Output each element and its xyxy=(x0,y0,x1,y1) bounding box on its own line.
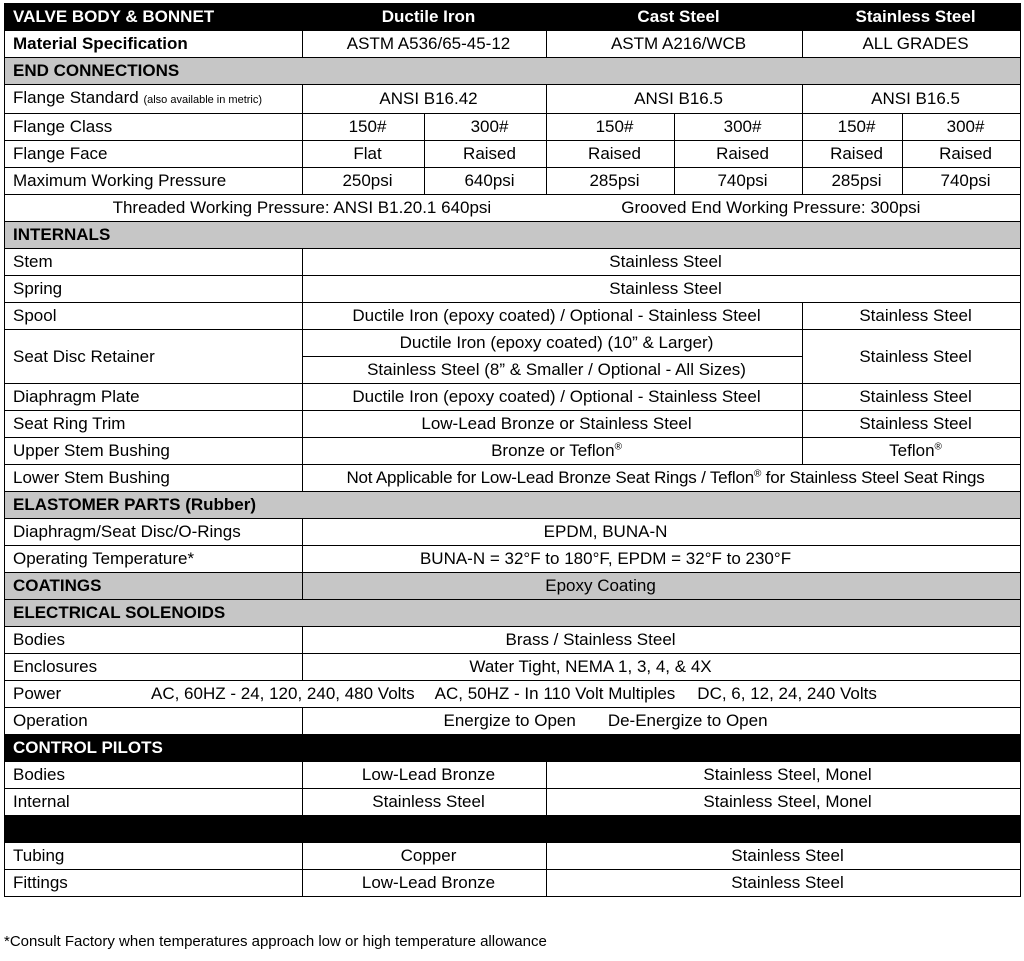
max-pressure-row xyxy=(5,168,1021,195)
seat-disc-retainer-value-2: Stainless Steel (8” & Smaller / Optional - All Sizes) xyxy=(303,357,803,384)
power-dc: DC, 6, 12, 24, 240 Volts xyxy=(697,684,877,703)
diaphragm-row xyxy=(5,519,1021,546)
seat-ring-trim-value: Low-Lead Bronze or Stainless Steel xyxy=(303,411,803,438)
pilot-bodies-value-2: Stainless Steel, Monel xyxy=(547,762,1021,789)
spool-row xyxy=(5,303,1021,330)
diaphragm-plate-value: Ductile Iron (epoxy coated) / Optional - Stainless Steel xyxy=(303,384,803,411)
section-end-connections xyxy=(5,58,1021,85)
lower-stem-bushing-label: Lower Stem Bushing xyxy=(5,465,303,492)
tubing-row xyxy=(5,843,1021,870)
seat-ring-trim-stainless: Stainless Steel xyxy=(803,411,1021,438)
metric-note: (also available in metric) xyxy=(143,94,263,106)
upper-stem-bushing-value xyxy=(303,438,803,465)
flange-face-value: Raised xyxy=(425,141,547,168)
header-stainless-steel: Stainless Steel xyxy=(803,4,1021,31)
section-elastomer xyxy=(5,492,1021,519)
fittings-row xyxy=(5,870,1021,897)
section-unlabeled-dark xyxy=(5,816,1021,843)
fittings-value-1: Low-Lead Bronze xyxy=(303,870,547,897)
solenoid-power-cell xyxy=(5,681,1021,708)
flange-class-value: 150# xyxy=(303,114,425,141)
section-control-pilots xyxy=(5,735,1021,762)
max-pressure-value: 285psi xyxy=(547,168,675,195)
diaphragm-plate-label: Diaphragm Plate xyxy=(5,384,303,411)
lower-stem-bushing-text-b: for Stainless Steel Seat Rings xyxy=(761,468,985,487)
flange-class-row xyxy=(5,114,1021,141)
flange-class-value: 300# xyxy=(675,114,803,141)
solenoid-operation-label: Operation xyxy=(5,708,303,735)
max-pressure-value: 640psi xyxy=(425,168,547,195)
operating-temperature-row xyxy=(5,546,1021,573)
diaphragm-label: Diaphragm/Seat Disc/O-Rings xyxy=(5,519,303,546)
section-coatings xyxy=(5,573,1021,600)
solenoid-power-label: Power xyxy=(13,684,62,703)
pilot-bodies-value-1: Low-Lead Bronze xyxy=(303,762,547,789)
flange-face-value: Raised xyxy=(675,141,803,168)
max-pressure-value: 285psi xyxy=(803,168,903,195)
section-title: ELECTRICAL SOLENOIDS xyxy=(5,600,1021,627)
flange-class-value: 150# xyxy=(547,114,675,141)
material-spec-ductile: ASTM A536/65-45-12 xyxy=(303,31,547,58)
header-cast-steel: Cast Steel xyxy=(547,4,803,31)
diaphragm-value: EPDM, BUNA-N xyxy=(303,519,1021,546)
upper-stem-bushing-label: Upper Stem Bushing xyxy=(5,438,303,465)
material-spec-cast: ASTM A216/WCB xyxy=(547,31,803,58)
max-pressure-value: 740psi xyxy=(675,168,803,195)
registered-mark: ® xyxy=(614,441,622,453)
header-ductile-iron: Ductile Iron xyxy=(303,4,547,31)
solenoid-bodies-label: Bodies xyxy=(5,627,303,654)
max-pressure-value: 250psi xyxy=(303,168,425,195)
upper-stem-bushing-row xyxy=(5,438,1021,465)
material-spec-label: Material Specification xyxy=(5,31,303,58)
footnote: *Consult Factory when temperatures approach low or high temperature allowance xyxy=(4,933,547,950)
registered-mark: ® xyxy=(934,441,942,453)
section-title: ELASTOMER PARTS (Rubber) xyxy=(5,492,1021,519)
spring-value: Stainless Steel xyxy=(303,276,1021,303)
material-spec-row xyxy=(5,31,1021,58)
flange-class-value: 150# xyxy=(803,114,903,141)
max-pressure-value: 740psi xyxy=(903,168,1021,195)
section-title: COATINGS xyxy=(5,573,303,600)
pilot-bodies-row xyxy=(5,762,1021,789)
table-header-row xyxy=(5,4,1021,31)
spring-row xyxy=(5,276,1021,303)
diaphragm-plate-stainless: Stainless Steel xyxy=(803,384,1021,411)
flange-face-value: Flat xyxy=(303,141,425,168)
tubing-value-2: Stainless Steel xyxy=(547,843,1021,870)
section-internals xyxy=(5,222,1021,249)
lower-stem-bushing-value xyxy=(303,465,1021,492)
flange-standard-stainless: ANSI B16.5 xyxy=(803,85,1021,114)
lower-stem-bushing-row xyxy=(5,465,1021,492)
material-spec-stainless: ALL GRADES xyxy=(803,31,1021,58)
solenoid-enclosures-value: Water Tight, NEMA 1, 3, 4, & 4X xyxy=(303,654,1021,681)
grooved-pressure-text: Grooved End Working Pressure: 300psi xyxy=(621,198,921,217)
header-valve-body: VALVE BODY & BONNET xyxy=(5,4,303,31)
solenoid-operation-row xyxy=(5,708,1021,735)
operating-temperature-label: Operating Temperature* xyxy=(5,546,303,573)
section-title: CONTROL PILOTS xyxy=(5,735,1021,762)
tubing-label: Tubing xyxy=(5,843,303,870)
flange-standard-cast: ANSI B16.5 xyxy=(547,85,803,114)
stem-row xyxy=(5,249,1021,276)
pilot-bodies-label: Bodies xyxy=(5,762,303,789)
flange-class-value: 300# xyxy=(425,114,547,141)
flange-face-row xyxy=(5,141,1021,168)
upper-stem-bushing-stainless-text: Teflon xyxy=(889,441,935,460)
flange-class-label: Flange Class xyxy=(5,114,303,141)
seat-ring-trim-label: Seat Ring Trim xyxy=(5,411,303,438)
coatings-value: Epoxy Coating xyxy=(303,573,1021,600)
flange-standard-ductile: ANSI B16.42 xyxy=(303,85,547,114)
flange-face-value: Raised xyxy=(547,141,675,168)
max-pressure-label: Maximum Working Pressure xyxy=(5,168,303,195)
solenoid-enclosures-label: Enclosures xyxy=(5,654,303,681)
solenoid-bodies-value: Brass / Stainless Steel xyxy=(303,627,1021,654)
upper-stem-bushing-stainless xyxy=(803,438,1021,465)
power-ac60: AC, 60HZ - 24, 120, 240, 480 Volts xyxy=(151,684,415,703)
operating-temperature-value: BUNA-N = 32°F to 180°F, EPDM = 32°F to 230°F xyxy=(303,546,1021,573)
flange-face-label: Flange Face xyxy=(5,141,303,168)
seat-ring-trim-row xyxy=(5,411,1021,438)
section-title: END CONNECTIONS xyxy=(5,58,1021,85)
seat-disc-retainer-stainless: Stainless Steel xyxy=(803,330,1021,384)
spool-value: Ductile Iron (epoxy coated) / Optional - Stainless Steel xyxy=(303,303,803,330)
flange-standard-label-text: Flange Standard xyxy=(13,88,139,107)
spool-label: Spool xyxy=(5,303,303,330)
pilot-internal-label: Internal xyxy=(5,789,303,816)
section-divider xyxy=(5,816,1021,843)
power-ac50: AC, 50HZ - In 110 Volt Multiples xyxy=(434,684,676,703)
de-energize-to-open: De-Energize to Open xyxy=(607,711,768,730)
solenoid-enclosures-row xyxy=(5,654,1021,681)
section-solenoids xyxy=(5,600,1021,627)
seat-disc-retainer-label: Seat Disc Retainer xyxy=(5,330,303,384)
working-pressure-row xyxy=(5,195,1021,222)
flange-standard-row xyxy=(5,85,1021,114)
flange-class-value: 300# xyxy=(903,114,1021,141)
fittings-label: Fittings xyxy=(5,870,303,897)
working-pressure-cell xyxy=(5,195,1021,222)
spec-table xyxy=(4,3,1021,897)
pilot-internal-value-2: Stainless Steel, Monel xyxy=(547,789,1021,816)
seat-disc-retainer-row xyxy=(5,330,1021,357)
stem-value: Stainless Steel xyxy=(303,249,1021,276)
solenoid-bodies-row xyxy=(5,627,1021,654)
seat-disc-retainer-value-1: Ductile Iron (epoxy coated) (10” & Larger) xyxy=(303,330,803,357)
diaphragm-plate-row xyxy=(5,384,1021,411)
spring-label: Spring xyxy=(5,276,303,303)
tubing-value-1: Copper xyxy=(303,843,547,870)
solenoid-power-row xyxy=(5,681,1021,708)
solenoid-operation-value xyxy=(303,708,1021,735)
registered-mark: ® xyxy=(753,468,762,480)
pilot-internal-value-1: Stainless Steel xyxy=(303,789,547,816)
threaded-pressure-text: Threaded Working Pressure: ANSI B1.20.1 640psi xyxy=(112,198,492,217)
section-title: INTERNALS xyxy=(5,222,1021,249)
flange-standard-label xyxy=(5,85,303,114)
stem-label: Stem xyxy=(5,249,303,276)
flange-face-value: Raised xyxy=(803,141,903,168)
lower-stem-bushing-text-a: Not Applicable for Low-Lead Bronze Seat Rings / Teflon xyxy=(346,468,754,487)
spool-stainless: Stainless Steel xyxy=(803,303,1021,330)
flange-face-value: Raised xyxy=(903,141,1021,168)
energize-to-open: Energize to Open xyxy=(443,711,576,730)
fittings-value-2: Stainless Steel xyxy=(547,870,1021,897)
upper-stem-bushing-text: Bronze or Teflon xyxy=(491,441,615,460)
pilot-internal-row xyxy=(5,789,1021,816)
